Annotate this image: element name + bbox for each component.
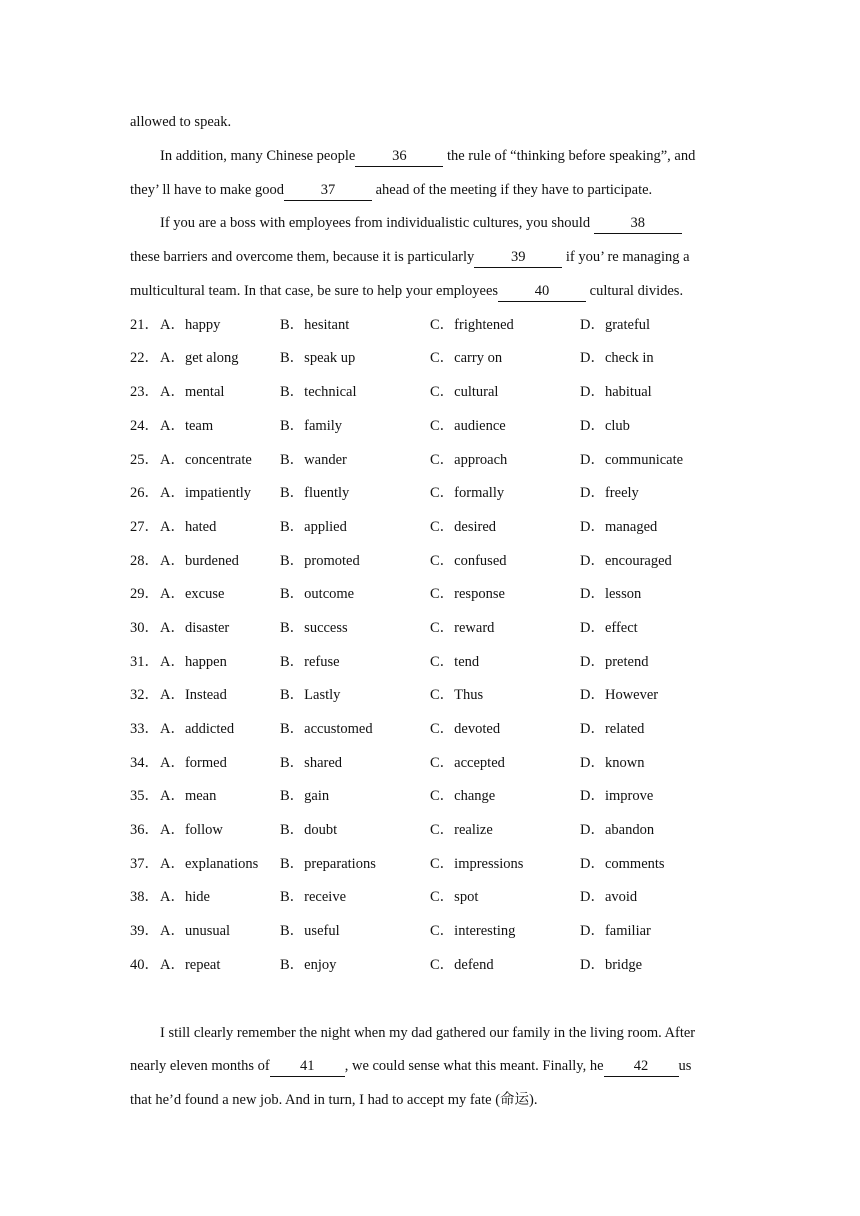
question-number: 39． (130, 923, 159, 940)
option-a: A．excuse (160, 586, 225, 603)
option-b: B．applied (280, 518, 347, 535)
option-a: A．follow (160, 822, 223, 839)
text: us (678, 1058, 692, 1075)
option-d: D．comments (580, 855, 665, 872)
question-number: 23． (130, 384, 159, 401)
question-number: 30． (130, 619, 159, 636)
text: these barriers and overcome them, because it is particularly (130, 249, 475, 266)
text: they’ ll have to make good (130, 181, 284, 198)
option-c: C．response (430, 586, 505, 603)
option-a: A．hide (160, 889, 210, 906)
text: nearly eleven months of (130, 1058, 270, 1075)
question-number: 40． (130, 956, 159, 973)
option-a: A．unusual (160, 923, 231, 940)
option-a: A．mental (160, 384, 225, 401)
option-c: C．confused (430, 552, 507, 569)
option-c: C．realize (430, 822, 493, 839)
question-row (130, 951, 730, 985)
option-c: C．reward (430, 619, 495, 636)
question-row (130, 446, 730, 480)
question-row (130, 344, 730, 378)
option-b: B．outcome (280, 586, 355, 603)
text: I still clearly remember the night when my dad gathered our family in the living room. After (160, 1024, 696, 1041)
question-row (130, 715, 730, 749)
text: cultural divides. (586, 282, 684, 299)
question-row (130, 816, 730, 850)
option-d: D．improve (580, 788, 654, 805)
question-number: 36． (130, 822, 159, 839)
option-d: D．bridge (580, 956, 643, 973)
passage-line (130, 1019, 730, 1053)
option-b: B．fluently (280, 485, 350, 502)
option-d: D．pretend (580, 653, 649, 670)
option-c: C．approach (430, 451, 508, 468)
text: If you are a boss with employees from individualistic cultures, you should (160, 215, 594, 232)
option-a: A．impatiently (160, 485, 252, 502)
question-row (130, 412, 730, 446)
text: , we could sense what this meant. Finally, he (344, 1058, 604, 1075)
question-row (130, 614, 730, 648)
option-c: C．audience (430, 417, 506, 434)
option-c: C．frightened (430, 316, 514, 333)
option-d: D．club (580, 417, 630, 434)
question-number: 25． (130, 451, 159, 468)
option-b: B．wander (280, 451, 347, 468)
question-row (130, 580, 730, 614)
passage-line (130, 108, 730, 142)
option-b: B．enjoy (280, 956, 337, 973)
option-c: C．tend (430, 653, 480, 670)
question-number: 37． (130, 855, 159, 872)
option-a: A．formed (160, 754, 227, 771)
text: that he’d found a new job. And in turn, I had to accept my fate (命运). (130, 1092, 538, 1109)
option-c: C．impressions (430, 855, 524, 872)
option-a: A．disaster (160, 619, 230, 636)
option-a: A．get along (160, 350, 239, 367)
option-a: A．Instead (160, 687, 227, 704)
text: multicultural team. In that case, be sure to help your employees (130, 282, 499, 299)
document-page (130, 108, 730, 1120)
text: the rule of “thinking before speaking”, and (443, 147, 696, 164)
option-b: B．success (280, 619, 348, 636)
option-d: D．lesson (580, 586, 642, 603)
option-c: C．spot (430, 889, 479, 906)
question-number: 27． (130, 518, 159, 535)
option-b: B．preparations (280, 855, 376, 872)
question-row (130, 917, 730, 951)
question-row (130, 479, 730, 513)
question-row (130, 378, 730, 412)
option-b: B．receive (280, 889, 347, 906)
question-number: 26． (130, 485, 159, 502)
option-c: C．change (430, 788, 496, 805)
option-b: B．promoted (280, 552, 360, 569)
option-a: A．explanations (160, 855, 259, 872)
question-number: 21． (130, 316, 159, 333)
option-b: B．hesitant (280, 316, 350, 333)
option-a: A．addicted (160, 721, 235, 738)
option-d: D．related (580, 721, 645, 738)
option-d: D．check in (580, 350, 654, 367)
question-row (130, 850, 730, 884)
text: In addition, many Chinese people (160, 147, 356, 164)
option-c: C．carry on (430, 350, 503, 367)
text: ahead of the meeting if they have to participate. (371, 181, 653, 198)
passage-line (130, 1086, 730, 1120)
option-b: B．family (280, 417, 343, 434)
option-c: C．devoted (430, 721, 501, 738)
question-row (130, 681, 730, 715)
option-b: B．doubt (280, 822, 338, 839)
passage-line (130, 1052, 730, 1086)
question-number: 24． (130, 417, 159, 434)
option-c: C．interesting (430, 923, 516, 940)
passage-line (130, 176, 730, 210)
question-number: 29． (130, 586, 159, 603)
blank-40: 40 (498, 281, 586, 302)
option-b: B．Lastly (280, 687, 341, 704)
option-a: A．burdened (160, 552, 239, 569)
text: allowed to speak. (130, 114, 232, 130)
option-d: D．grateful (580, 316, 651, 333)
spacer (130, 985, 730, 1019)
option-b: B．accustomed (280, 721, 373, 738)
option-a: A．team (160, 417, 214, 434)
blank-38: 38 (594, 213, 682, 234)
option-a: A．hated (160, 518, 217, 535)
option-c: C．Thus (430, 687, 484, 704)
question-row (130, 513, 730, 547)
question-number: 22． (130, 350, 159, 367)
option-c: C．cultural (430, 384, 499, 401)
question-number: 28． (130, 552, 159, 569)
option-d: D．freely (580, 485, 639, 502)
option-a: A．mean (160, 788, 217, 805)
question-row (130, 311, 730, 345)
option-a: A．happen (160, 653, 227, 670)
blank-39: 39 (474, 247, 562, 268)
question-number: 34． (130, 754, 159, 771)
option-a: A．repeat (160, 956, 221, 973)
question-number: 31． (130, 653, 159, 670)
option-d: D．effect (580, 619, 638, 636)
passage-line (130, 277, 730, 311)
option-d: D．familiar (580, 923, 651, 940)
option-a: A．concentrate (160, 451, 252, 468)
blank-37: 37 (284, 180, 372, 201)
blank-42: 42 (604, 1056, 679, 1077)
option-d: D．However (580, 687, 659, 704)
passage-line (130, 243, 730, 277)
option-c: C．defend (430, 956, 494, 973)
option-d: D．encouraged (580, 552, 672, 569)
option-d: D．known (580, 754, 645, 771)
option-b: B．refuse (280, 653, 340, 670)
option-d: D．managed (580, 518, 658, 535)
options-list (130, 311, 730, 985)
question-number: 35． (130, 788, 159, 805)
option-b: B．shared (280, 754, 343, 771)
option-c: C．accepted (430, 754, 505, 771)
blank-41: 41 (270, 1056, 345, 1077)
passage-line (130, 209, 730, 243)
option-d: D．communicate (580, 451, 684, 468)
passage-line (130, 142, 730, 176)
option-b: B．speak up (280, 350, 356, 367)
question-number: 38． (130, 889, 159, 906)
option-c: C．desired (430, 518, 497, 535)
blank-36: 36 (355, 146, 443, 167)
question-row (130, 749, 730, 783)
question-row (130, 648, 730, 682)
text: if you’ re managing a (562, 249, 690, 266)
option-b: B．useful (280, 923, 340, 940)
option-a: A．happy (160, 316, 221, 333)
option-c: C．formally (430, 485, 505, 502)
option-d: D．habitual (580, 384, 652, 401)
option-b: B．gain (280, 788, 330, 805)
question-number: 33． (130, 721, 159, 738)
question-row (130, 547, 730, 581)
question-number: 32． (130, 687, 159, 704)
option-b: B．technical (280, 384, 357, 401)
option-d: D．abandon (580, 822, 655, 839)
question-row (130, 883, 730, 917)
question-row (130, 782, 730, 816)
option-d: D．avoid (580, 889, 638, 906)
